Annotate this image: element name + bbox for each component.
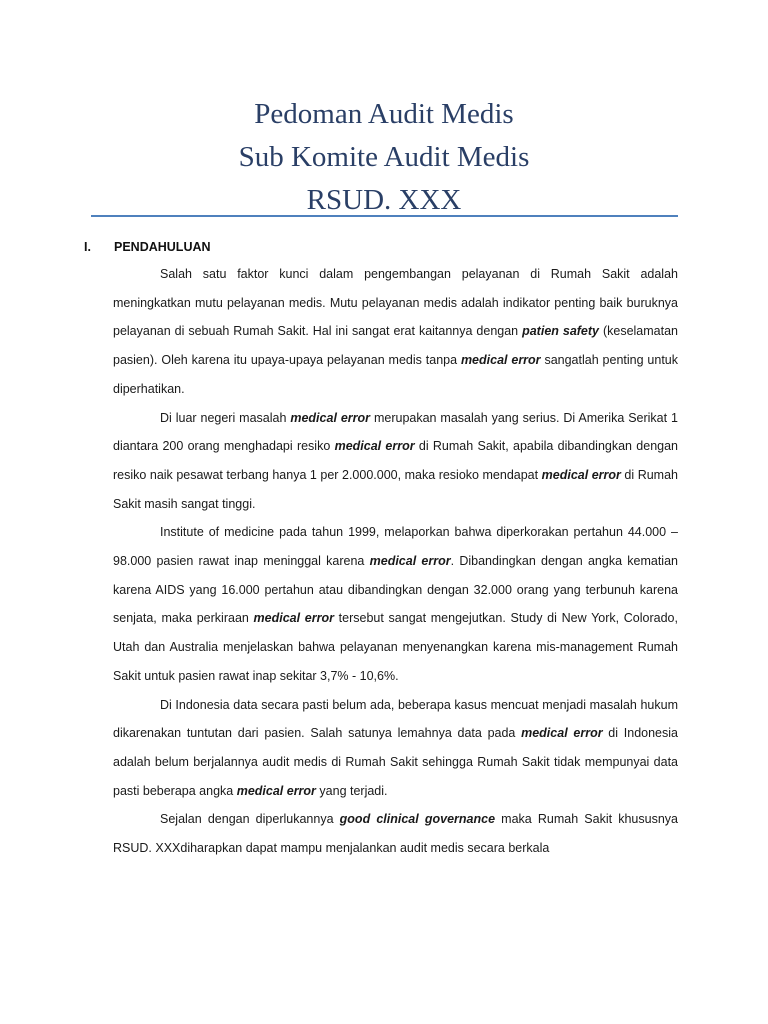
emphasis-term: medical error	[369, 554, 451, 569]
emphasis-term: good clinical governance	[339, 812, 496, 827]
section-number: I.	[84, 240, 91, 254]
emphasis-term: medical error	[236, 783, 316, 798]
paragraph-1	[113, 260, 678, 404]
emphasis-term: medical error	[334, 439, 415, 454]
paragraph-text: Di luar negeri masalah	[160, 410, 291, 425]
paragraph-text: maka Rumah Sakit khususnya RSUD. XXXdiharapkan dapat mampu menjalankan audit medis secara berkala	[113, 812, 678, 856]
paragraph-text: Sejalan dengan diperlukannya	[160, 812, 340, 827]
paragraph-text: Institute of medicine pada tahun 1999, melaporkan bahwa diperkorakan pertahun 44.000 – 98.000 pasien rawat inap meninggal karena	[113, 525, 678, 569]
paragraph-5	[113, 805, 678, 862]
emphasis-term: medical error	[460, 353, 541, 368]
paragraph-text: di Rumah Sakit masih sangat tinggi.	[113, 467, 678, 511]
emphasis-term: medical error	[253, 611, 334, 626]
section-heading	[84, 240, 211, 254]
title-line-1: Pedoman Audit Medis	[254, 98, 514, 130]
emphasis-term: medical error	[541, 467, 621, 482]
paragraph-text: . Dibandingkan dengan angka kematian karena AIDS yang 16.000 pertahun atau dibandingkan dengan 32.000 orang yang terbunuh karena senjata, maka perkiraan	[113, 554, 678, 626]
paragraph-text: tersebut sangat mengejutkan. Study di New York, Colorado, Utah dan Australia menjelaskan bahwa pelayanan menyenangkan karena mis-management Rumah Sakit untuk pasien rawat inap sekitar 3,7% - 10,6%.	[113, 611, 678, 683]
paragraph-text: di Indonesia adalah belum berjalannya audit medis di Rumah Sakit sehingga Rumah Sakit tidak mempunyai data pasti beberapa angka	[113, 726, 678, 798]
title-line-2: Sub Komite Audit Medis	[238, 141, 530, 173]
paragraph-2	[113, 404, 678, 519]
emphasis-term: patien safety	[522, 324, 599, 339]
paragraph-text: Salah satu faktor kunci dalam pengembangan pelayanan di Rumah Sakit adalah meningkatkan mutu pelayanan medis. Mutu pelayanan medis adalah indikator penting baik buruknya pelayanan di sebuah Rumah Sakit. Hal ini sangat erat kaitannya dengan	[113, 267, 678, 339]
paragraph-text: di Rumah Sakit, apabila dibandingkan dengan resiko naik pesawat terbang hanya 1 per 2.000.000, maka resioko mendapat	[113, 439, 678, 482]
paragraph-text: yang terjadi.	[315, 783, 388, 798]
title-line-3: RSUD. XXX	[306, 184, 462, 216]
document-title	[0, 93, 768, 222]
section-title: PENDAHULUAN	[114, 240, 211, 254]
paragraph-text: merupakan masalah yang serius. Di Amerika Serikat 1 diantara 200 orang menghadapi resiko	[113, 410, 678, 454]
emphasis-term: medical error	[521, 726, 603, 741]
title-divider	[91, 215, 678, 217]
paragraph-text: Di Indonesia data secara pasti belum ada, beberapa kasus mencuat menjadi masalah hukum dikarenakan tuntutan dari pasien. Salah satunya lemahnya data pada	[113, 697, 678, 741]
emphasis-term: medical error	[290, 410, 371, 425]
paragraph-text: sangatlah penting untuk diperhatikan.	[113, 353, 679, 396]
paragraph-4	[113, 691, 678, 806]
paragraph-3	[113, 518, 678, 690]
document-body	[113, 260, 678, 863]
paragraph-text: (keselamatan pasien). Oleh karena itu upaya-upaya pelayanan medis tanpa	[113, 324, 678, 368]
